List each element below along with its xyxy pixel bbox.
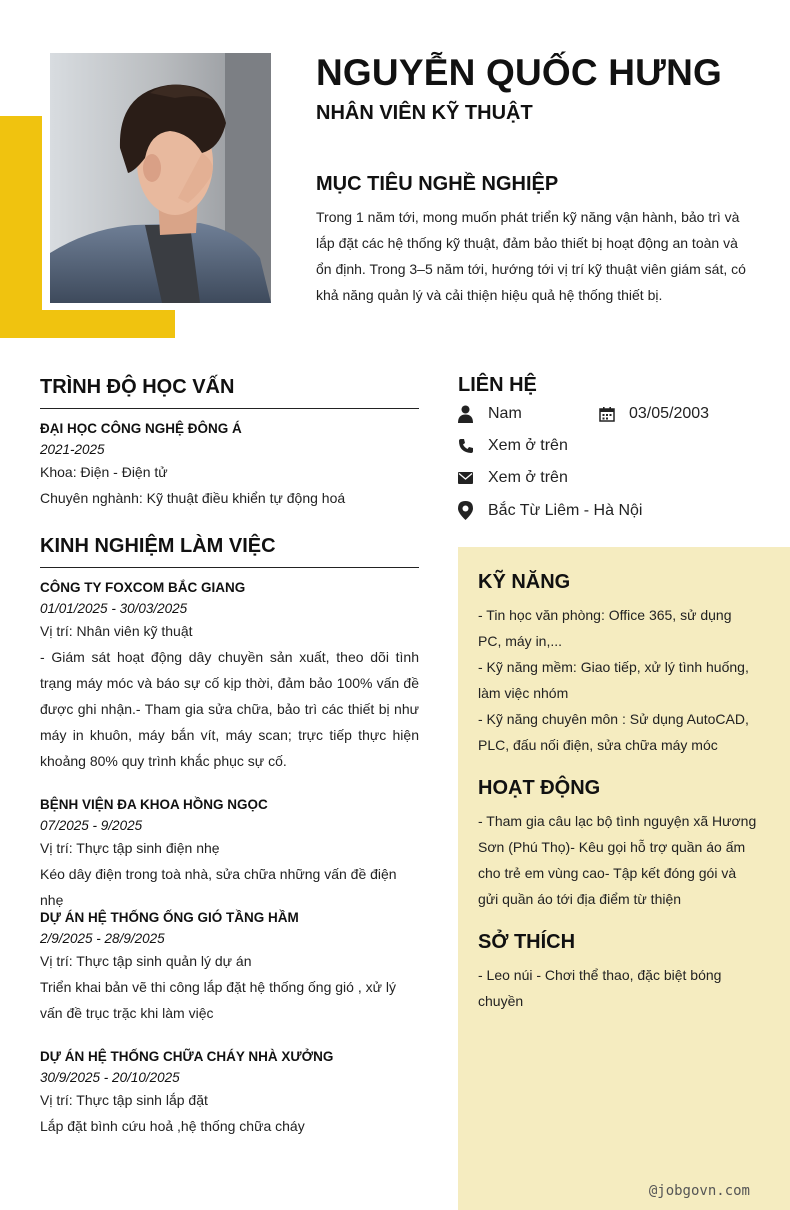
envelope-icon — [458, 472, 488, 484]
experience-description: Kéo dây điện trong toà nhà, sửa chữa những vấn đề điện nhẹ — [40, 866, 397, 908]
calendar-icon — [599, 407, 629, 422]
experience-position: Vị trí: Thực tập sinh điện nhẹ — [40, 840, 220, 856]
contact-gender — [458, 405, 522, 423]
skills-line: - Kỹ năng chuyên môn : Sử dụng AutoCAD, PLC, đấu nối điện, sửa chữa máy móc — [478, 711, 749, 753]
profile-photo — [50, 53, 271, 303]
experience-item — [40, 910, 419, 1026]
skills-text — [478, 602, 758, 758]
objective-text: Trong 1 năm tới, mong muốn phát triển kỹ năng vận hành, bảo trì và lắp đặt các hệ thống kỹ thuật, đảm bảo thiết bị hoạt động an toàn và ổn định. Trong 3–5 năm tới, hướng tới vị trí kỹ thuật viên giám sát, có khả năng quản lý và cải thiện hiệu quả hệ thống thiết bị. — [316, 209, 746, 303]
accent-bar-left — [0, 116, 42, 338]
experience-description: Triển khai bản vẽ thi công lắp đặt hệ thống ống gió , xử lý vấn đề trục trặc khi làm việc — [40, 979, 396, 1021]
skills-heading: KỸ NĂNG — [478, 571, 571, 593]
education-faculty: Khoa: Điện - Điện tử — [40, 464, 168, 480]
objective-heading: MỤC TIÊU NGHỀ NGHIỆP — [316, 173, 559, 195]
contact-heading: LIÊN HỆ — [458, 374, 537, 396]
hobbies-text: - Leo núi - Chơi thể thao, đặc biệt bóng chuyền — [478, 967, 722, 1009]
experience-position: Vị trí: Thực tập sinh quản lý dự án — [40, 953, 252, 969]
education-entry — [40, 421, 419, 511]
activities-heading: HOẠT ĐỘNG — [478, 777, 601, 799]
experience-period: 07/2025 - 9/2025 — [40, 818, 143, 833]
experience-period: 2/9/2025 - 28/9/2025 — [40, 931, 165, 946]
contact-address — [458, 501, 642, 520]
hobbies-heading: SỞ THÍCH — [478, 931, 576, 953]
address-value: Bắc Từ Liêm - Hà Nội — [488, 501, 643, 519]
activities-text: - Tham gia câu lạc bộ tình nguyện xã Hương Sơn (Phú Thọ)- Kêu gọi hỗ trợ quần áo ấm cho trẻ em vùng cao- Tập kết đóng gói và gửi quần áo tới địa điểm từ thiện — [478, 813, 757, 907]
contact-birthday — [599, 405, 709, 423]
experience-period: 01/01/2025 - 30/03/2025 — [40, 601, 188, 616]
phone-value: Xem ở trên — [488, 437, 568, 454]
birthday-value: 03/05/2003 — [629, 405, 710, 422]
accent-bar-bottom — [0, 310, 175, 338]
gender-value: Nam — [488, 405, 522, 422]
experience-heading: KINH NGHIỆM LÀM VIỆC — [40, 535, 276, 557]
school-name: ĐẠI HỌC CÔNG NGHỆ ĐÔNG Á — [40, 421, 242, 436]
experience-position: Vị trí: Nhân viên kỹ thuật — [40, 623, 193, 639]
education-divider — [40, 408, 419, 409]
map-pin-icon — [458, 501, 488, 520]
skills-line: - Tin học văn phòng: Office 365, sử dụng PC, máy in,... — [478, 607, 732, 649]
job-title: NHÂN VIÊN KỸ THUẬT — [316, 102, 533, 124]
experience-description: Lắp đặt bình cứu hoả ,hệ thống chữa cháy — [40, 1118, 305, 1134]
experience-item — [40, 797, 419, 913]
experience-company: DỰ ÁN HỆ THỐNG CHỮA CHÁY NHÀ XƯỞNG — [40, 1049, 334, 1064]
experience-period: 30/9/2025 - 20/10/2025 — [40, 1070, 180, 1085]
experience-company: BỆNH VIỆN ĐA KHOA HỒNG NGỌC — [40, 797, 268, 812]
phone-icon — [458, 438, 488, 454]
candidate-name: NGUYỄN QUỐC HƯNG — [316, 52, 722, 93]
email-value: Xem ở trên — [488, 469, 568, 486]
skills-line: - Kỹ năng mềm: Giao tiếp, xử lý tình huống, làm việc nhóm — [478, 659, 749, 701]
side-panel — [458, 547, 790, 1210]
education-major: Chuyên nghành: Kỹ thuật điều khiển tự động hoá — [40, 490, 346, 506]
watermark: @jobgovn.com — [648, 1183, 750, 1199]
contact-email — [458, 469, 568, 487]
contact-phone — [458, 437, 568, 455]
experience-company: DỰ ÁN HỆ THỐNG ỐNG GIÓ TẦNG HẦM — [40, 910, 299, 925]
experience-description: - Giám sát hoạt động dây chuyền sản xuất, theo dõi tình trạng máy móc và báo sự cố kịp thời, đảm bảo 100% vấn đề được ghi nhận.- Tham gia sửa chữa, bảo trì các thiết bị như máy in khuôn, máy bắn vít, máy scan; trực tiếp thực hiện khoảng 80% quy trình khắc phục sự cố. — [40, 649, 419, 769]
education-heading: TRÌNH ĐỘ HỌC VẤN — [40, 376, 235, 398]
experience-position: Vị trí: Thực tập sinh lắp đặt — [40, 1092, 208, 1108]
experience-item — [40, 580, 419, 774]
experience-divider — [40, 567, 419, 568]
experience-company: CÔNG TY FOXCOM BẮC GIANG — [40, 580, 246, 595]
education-period: 2021-2025 — [40, 442, 105, 457]
person-icon — [458, 405, 488, 423]
experience-item — [40, 1049, 419, 1139]
